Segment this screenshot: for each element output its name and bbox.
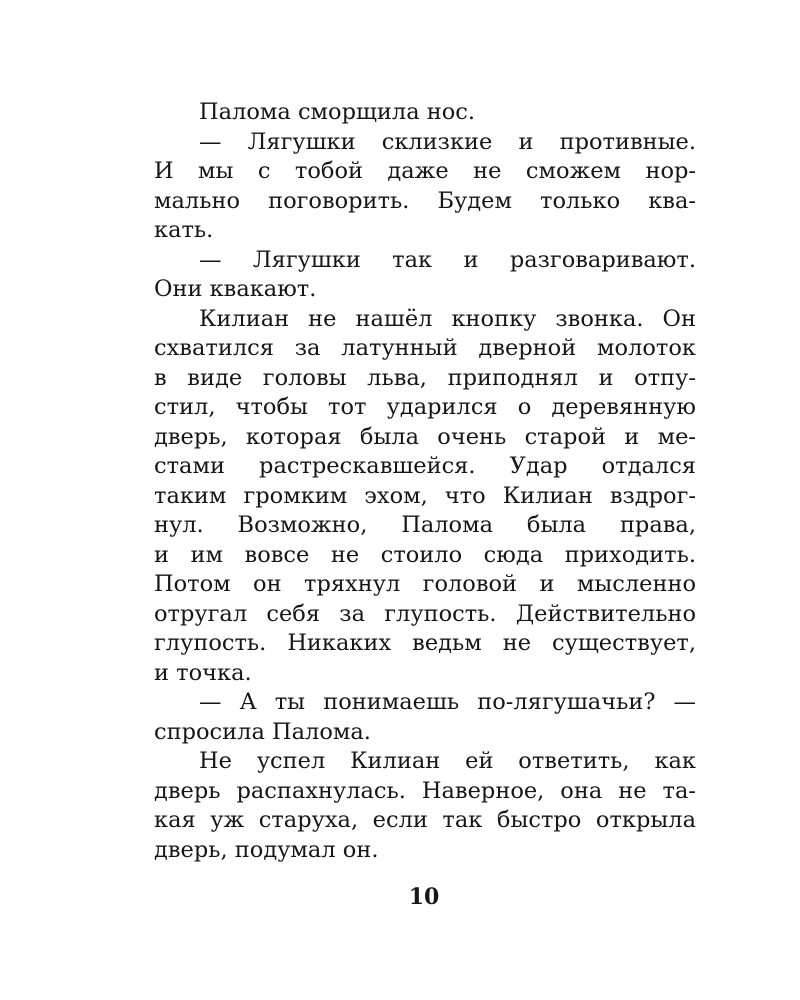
text-line: и им вовсе не стоило сюда приходить. [154, 541, 696, 568]
text-line: мально поговорить. Будем только ква- [154, 187, 696, 214]
text-line: — Лягушки так и разговаривают. [199, 246, 696, 273]
text-line: Потом он тряхнул головой и мысленно [154, 571, 696, 597]
text-line: нул. Возможно, Палома была права, [154, 512, 696, 538]
page-number: 10 [408, 884, 440, 910]
text-line: Они квакают. [154, 276, 317, 302]
text-line: И мы с тобой даже не сможем нор- [154, 158, 696, 184]
text-line: кая уж старуха, если так быстро открыла [154, 807, 696, 833]
text-line: Килиан не нашёл кнопку звонка. Он [199, 305, 696, 332]
text-line: — Лягушки склизкие и противные. [199, 128, 696, 155]
text-line: таким громким эхом, что Килиан вздрог- [154, 482, 696, 509]
text-line: Палома сморщила нос. [199, 99, 476, 125]
text-line: глупость. Никаких ведьм не существует, [154, 630, 696, 656]
text-line: дверь распахнулась. Наверное, она не та- [154, 777, 696, 804]
body-text [154, 98, 696, 865]
text-line: спросила Палома. [154, 718, 371, 745]
text-line: стил, чтобы тот ударился о деревянную [154, 394, 696, 420]
text-line: — А ты понимаешь по-лягушачьи? — [199, 689, 696, 715]
text-line: схватился за латунный дверной молоток [154, 335, 696, 361]
text-line: в виде головы льва, приподнял и отпу- [154, 364, 696, 391]
text-line: и точка. [154, 659, 252, 686]
text-line: дверь, которая была очень старой и ме- [154, 423, 696, 450]
text-line: стами растрескавшейся. Удар отдался [154, 453, 696, 479]
text-line: кать. [154, 217, 214, 243]
text-line: дверь, подумал он. [154, 836, 379, 863]
text-line: отругал себя за глупость. Действительно [154, 600, 696, 627]
text-line: Не успел Килиан ей ответить, как [199, 748, 696, 774]
